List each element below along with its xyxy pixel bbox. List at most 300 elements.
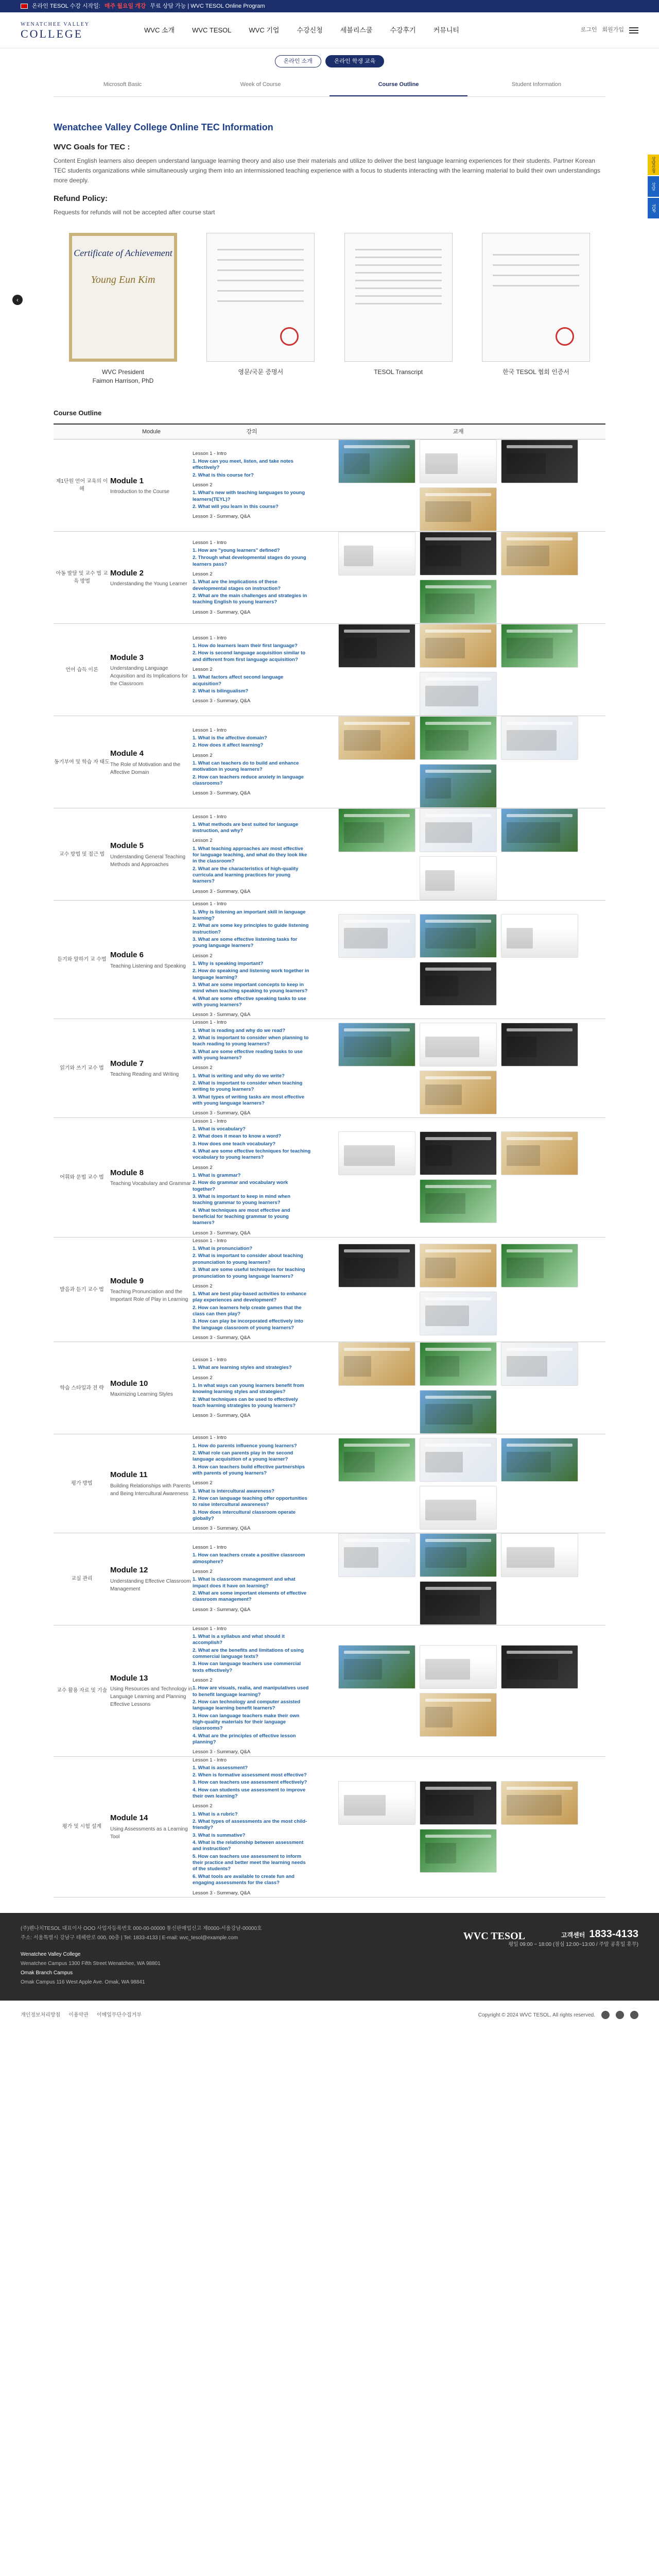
slide-title-bar	[507, 630, 573, 633]
slide-content-block	[425, 1500, 476, 1520]
module-korean-title: 제1단원 언어 교육의 이해	[54, 439, 110, 532]
email-policy-link[interactable]: 이메일무단수집거부	[96, 2012, 142, 2018]
module-name: Module 1	[110, 476, 144, 485]
menu-icon[interactable]	[629, 27, 638, 33]
slide-title-bar	[425, 1249, 491, 1252]
consult-button[interactable]: 상담신청	[648, 155, 659, 175]
slide-thumbnail	[338, 624, 415, 668]
goals-heading: WVC Goals for TEC :	[54, 142, 130, 151]
lesson-question: 1. How do learners learn their first language?	[193, 643, 298, 649]
lesson-question: 2. How do speaking and listening work together in language learning?	[193, 968, 309, 980]
slide-title-bar	[344, 1787, 410, 1790]
certificate-card	[201, 233, 320, 387]
lesson-label: Lesson 1 - Intro	[193, 1118, 227, 1124]
top-button[interactable]: TOP	[648, 198, 659, 218]
certificate-caption: 한국 TESOL 협회 인증서	[502, 368, 570, 376]
slide-title-bar	[425, 1492, 491, 1495]
lesson-label: Lesson 2	[193, 482, 213, 488]
slide-thumbnail	[338, 1023, 415, 1066]
lesson-label: Lesson 2	[193, 1677, 213, 1683]
tab-student-info[interactable]: Student Information	[511, 81, 561, 88]
seal-icon	[280, 327, 299, 346]
table-header-row	[54, 424, 605, 439]
nav-item-enroll[interactable]: 수강신청	[297, 26, 323, 34]
slide-content-block	[344, 1795, 386, 1816]
header-lessons: 강의	[193, 424, 311, 439]
slide-thumbnail	[420, 1781, 497, 1825]
lesson-label: Lesson 2	[193, 1065, 213, 1071]
slide-thumbnail	[420, 672, 497, 716]
slide-content-block	[425, 1037, 479, 1057]
college-logo[interactable]	[21, 21, 113, 40]
doc-line	[493, 285, 579, 286]
slide-thumbnail	[338, 532, 415, 575]
main-content	[16, 97, 605, 1897]
slide-content-block	[425, 1193, 465, 1214]
materials-cell	[311, 1533, 605, 1625]
slide-content-block	[425, 638, 465, 658]
slide-content-block	[425, 1306, 469, 1326]
lesson-label: Lesson 2	[193, 838, 213, 844]
lesson-question: 1. What is assessment?	[193, 1765, 248, 1771]
lesson-label: Lesson 3 - Summary, Q&A	[193, 1526, 251, 1532]
lesson-question: 1. What are best play-based activities to enhance play experiences and development?	[193, 1291, 307, 1303]
slide-title-bar	[344, 1028, 410, 1031]
lesson-question: 1. What factors affect second language acquisition?	[193, 674, 284, 687]
lesson-question: 1. What are learning styles and strategies?	[193, 1365, 292, 1371]
slide-title-bar	[507, 1539, 573, 1542]
lesson-question: 3. How can play be incorporated effectively into the language classroom of young learners?	[193, 1318, 303, 1331]
module-row	[54, 1019, 605, 1117]
module-row	[54, 1434, 605, 1533]
privacy-link[interactable]: 개인정보처리방침	[21, 2012, 61, 2018]
module-subtitle: Introduction to the Course	[110, 489, 170, 495]
slide-content-block	[507, 1795, 562, 1816]
slide-thumbnail	[420, 764, 497, 808]
slide-thumbnail	[420, 1645, 497, 1689]
module-subtitle: Teaching Listening and Speaking	[110, 963, 186, 969]
slide-title-bar	[507, 537, 573, 540]
slide-thumbnails	[311, 532, 605, 623]
doc-line	[355, 264, 442, 266]
module-korean-title: 교실 관리	[54, 1533, 110, 1625]
lesson-question: 2. What is important to consider when planning to teach reading to young learners?	[193, 1035, 309, 1047]
slide-title-bar	[425, 493, 491, 496]
slide-thumbnails	[311, 439, 605, 531]
slide-title-bar	[425, 1297, 491, 1300]
doc-line	[355, 280, 442, 281]
lesson-label: Lesson 3 - Summary, Q&A	[193, 1890, 251, 1896]
lessons-cell	[193, 1434, 311, 1533]
doc-line	[217, 249, 304, 250]
module-korean-title: 동기부여 및 학습 자 태도	[54, 716, 110, 808]
lesson-label: Lesson 1 - Intro	[193, 901, 227, 907]
nav-item-reviews[interactable]: 수강후기	[390, 26, 416, 34]
module-subtitle: Using Assessments as a Learning Tool	[110, 1826, 188, 1840]
module-name: Module 7	[110, 1059, 144, 1068]
slide-title-bar	[507, 814, 573, 817]
slide-content-block	[425, 686, 478, 706]
lesson-question: 3. How can language teachers make their own high-quality materials for their language classrooms?	[193, 1713, 300, 1732]
slide-content-block	[344, 638, 377, 658]
lesson-label: Lesson 2	[193, 752, 213, 758]
slide-content-block	[507, 1547, 554, 1568]
lesson-question: 2. What does it mean to know a word?	[193, 1133, 282, 1140]
lessons-cell	[193, 808, 311, 901]
slide-title-bar	[507, 1028, 573, 1031]
slide-content-block	[344, 1547, 378, 1568]
lesson-question: 1. In what ways can young learners benefit from knowing learning styles and strategies?	[193, 1383, 304, 1395]
lesson-question: 2. What is important to consider when teaching writing to young learners?	[193, 1080, 303, 1093]
lesson-question: 2. What are some important elements of effective classroom management?	[193, 1590, 307, 1603]
slide-thumbnails	[311, 1131, 605, 1223]
lessons-cell	[193, 716, 311, 808]
kakao-button[interactable]: 상담	[648, 176, 659, 197]
slide-content-block	[507, 638, 553, 658]
slide-thumbnail	[420, 1693, 497, 1737]
lessons-cell	[193, 624, 311, 716]
slide-title-bar	[425, 1396, 491, 1399]
slide-title-bar	[425, 1137, 491, 1140]
certificate-image	[69, 233, 177, 362]
slide-thumbnail	[338, 1131, 415, 1175]
lesson-question: 1. How can you meet, listen, and take notes effectively?	[193, 459, 293, 471]
slide-title-bar	[507, 1137, 573, 1140]
slide-thumbnail	[338, 1533, 415, 1577]
slide-thumbnail	[420, 1023, 497, 1066]
nav-item-tesol[interactable]: WVC TESOL	[192, 26, 232, 34]
footer-line: Wenatchee Valley College	[21, 1951, 81, 1957]
materials-cell	[311, 439, 605, 532]
materials-cell	[311, 1237, 605, 1342]
doc-line	[355, 257, 442, 258]
lesson-label: Lesson 2	[193, 1283, 213, 1289]
lesson-label: Lesson 2	[193, 1164, 213, 1171]
module-row	[54, 1756, 605, 1897]
module-name: Module 11	[110, 1470, 148, 1480]
login-link[interactable]: 로그인	[580, 27, 597, 33]
slide-content-block	[344, 928, 388, 948]
lesson-question: 2. How is second language acquisition similar to and different from first language acquisition?	[193, 650, 306, 663]
nav-item-community[interactable]: 커뮤니티	[433, 26, 459, 34]
slide-thumbnail	[420, 1486, 497, 1530]
module-korean-title: 발음과 듣기 교수 법	[54, 1237, 110, 1342]
module-korean-title: 학습 스타일과 전 략	[54, 1342, 110, 1434]
slide-thumbnail	[338, 1342, 415, 1386]
lesson-label: Lesson 1 - Intro	[193, 1625, 227, 1632]
lessons-cell	[193, 1019, 311, 1117]
module-subtitle: Maximizing Learning Styles	[110, 1392, 173, 1398]
signup-link[interactable]: 회원가입	[602, 27, 624, 33]
certificate-caption	[93, 368, 154, 385]
slide-thumbnails	[311, 716, 605, 808]
slide-thumbnail	[501, 1645, 578, 1689]
module-row	[54, 1533, 605, 1625]
module-name: Module 12	[110, 1566, 148, 1575]
lessons-cell	[193, 1533, 311, 1625]
lesson-question: 3. What are some important concepts to keep in mind when teaching speaking to young learners?	[193, 981, 308, 994]
header-module: Module	[110, 424, 193, 439]
doc-line	[493, 264, 579, 266]
doc-line	[217, 300, 304, 302]
slide-title-bar	[425, 1348, 491, 1351]
module-korean-title: 교수 방법 및 접근 법	[54, 808, 110, 901]
certificate-card	[339, 233, 458, 387]
slide-thumbnails	[311, 1342, 605, 1434]
slide-title-bar	[425, 920, 491, 923]
certificate-caption: 영문/국문 증명서	[238, 368, 284, 376]
slide-thumbnail	[501, 1342, 578, 1386]
slide-thumbnail	[420, 1131, 497, 1175]
outline-title: Course Outline	[54, 409, 102, 417]
slide-content-block	[425, 870, 455, 891]
lesson-label: Lesson 1 - Intro	[193, 1020, 227, 1026]
slide-title-bar	[344, 537, 410, 540]
flag-icon	[21, 4, 28, 9]
certificate-card	[64, 233, 182, 387]
lesson-question: 1. What can teachers do to build and enhance motivation in young learners?	[193, 760, 299, 773]
lessons-cell	[193, 1625, 311, 1756]
lesson-label: Lesson 3 - Summary, Q&A	[193, 1749, 251, 1755]
lesson-question: 2. When is formative assessment most effective?	[193, 1772, 307, 1778]
slide-title-bar	[425, 630, 491, 633]
module-name: Module 4	[110, 749, 144, 758]
lesson-question: 1. What methods are best suited for language instruction, and why?	[193, 821, 299, 834]
top-announcement-bar	[0, 0, 659, 12]
slide-title-bar	[425, 1185, 491, 1188]
slide-content-block	[507, 822, 560, 843]
online-intro-button[interactable]: 온라인 소개	[275, 55, 321, 68]
lessons-cell	[193, 1342, 311, 1434]
slide-thumbnail	[420, 856, 497, 900]
module-subtitle: Using Resources and Technology in Language Learning and Planning Effective Lessons	[110, 1686, 193, 1708]
slide-thumbnail	[501, 1781, 578, 1825]
slide-content-block	[344, 1037, 391, 1057]
lesson-question: 1. What are the implications of these developmental stages on instruction?	[193, 579, 281, 591]
certificate-heading: Certificate of Achievement	[74, 248, 172, 259]
doc-line	[217, 269, 304, 271]
module-cell	[110, 624, 193, 716]
doc-line	[217, 280, 304, 281]
lesson-label: Lesson 1 - Intro	[193, 1357, 227, 1363]
module-korean-title: 언어 습득 이론	[54, 624, 110, 716]
slide-title-bar	[425, 1076, 491, 1079]
doc-line	[355, 295, 442, 297]
doc-line	[355, 303, 442, 304]
tab-week[interactable]: Week of Course	[240, 81, 281, 88]
lesson-label: Lesson 3 - Summary, Q&A	[193, 1335, 251, 1341]
footer-line: Omak Campus 116 West Apple Ave. Omak, WA 98841	[21, 1979, 145, 1985]
slide-thumbnails	[311, 1645, 605, 1737]
slide-thumbnail	[420, 808, 497, 852]
lessons-cell	[193, 1117, 311, 1237]
slide-thumbnail	[501, 1023, 578, 1066]
lesson-question: 3. What types of writing tasks are most effective with young language learners?	[193, 1094, 304, 1107]
blog-icon[interactable]	[601, 2011, 610, 2019]
slide-content-block	[344, 822, 384, 843]
lesson-label: Lesson 3 - Summary, Q&A	[193, 1110, 251, 1116]
module-row	[54, 1625, 605, 1756]
nav-item-school[interactable]: 세블리스쿨	[340, 26, 373, 34]
lesson-question: 3. What is important to keep in mind when teaching grammar to young learners?	[193, 1193, 291, 1206]
module-name: Module 9	[110, 1276, 144, 1285]
materials-cell	[311, 1342, 605, 1434]
slide-content-block	[425, 778, 451, 799]
slide-content-block	[344, 1258, 398, 1278]
lesson-question: 1. What is pronunciation?	[193, 1246, 253, 1252]
lesson-label: Lesson 1 - Intro	[193, 450, 227, 456]
page-title: Wenatchee Valley College Online TEC Information	[54, 122, 273, 132]
lesson-question: 1. What's new with teaching languages to young learners(TEYL)?	[193, 490, 305, 502]
doc-line	[355, 287, 442, 289]
goals-text: Content English learners also deepen understand language learning theory and also use their materials and utilize to deliver the best language learning experiences for their students. Partner Korean TEC students organizations while simultaneously urging them into an intermissioned teaching experience with a focus to students interacting with the learning material to build their own understandings more deeply.	[54, 157, 600, 184]
slide-content-block	[507, 1037, 536, 1057]
module-name: Module 10	[110, 1379, 148, 1388]
module-row	[54, 1117, 605, 1237]
lessons-cell	[193, 1756, 311, 1897]
online-student-button[interactable]: 온라인 학생 교육	[325, 55, 385, 68]
lesson-question: 2. What types of assessments are the most child-friendly?	[193, 1819, 307, 1831]
materials-cell	[311, 1117, 605, 1237]
module-subtitle: Understanding the Young Learner	[110, 581, 187, 587]
slide-title-bar	[425, 677, 491, 681]
module-cell	[110, 1434, 193, 1533]
lesson-question: 3. What is summative?	[193, 1832, 246, 1838]
tab-course-outline[interactable]: Course Outline	[330, 74, 467, 96]
header-materials: 교재	[311, 424, 605, 439]
footer-phone[interactable]	[561, 1926, 638, 1942]
slide-thumbnail	[420, 1244, 497, 1287]
slide-thumbnails	[311, 914, 605, 1006]
slide-title-bar	[507, 1787, 573, 1790]
module-korean-title: 평가 방법	[54, 1434, 110, 1533]
slide-content-block	[425, 1843, 456, 1863]
slide-title-bar	[344, 814, 410, 817]
slide-thumbnail	[501, 532, 578, 575]
doc-line	[493, 254, 579, 256]
lesson-label: Lesson 2	[193, 667, 213, 673]
lessons-cell	[193, 901, 311, 1019]
logo-big-text: COLLEGE	[21, 27, 83, 40]
slide-title-bar	[425, 1699, 491, 1702]
slide-title-bar	[344, 445, 410, 448]
slide-content-block	[507, 453, 546, 474]
lesson-label: Lesson 2	[193, 1569, 213, 1575]
instagram-icon[interactable]	[616, 2011, 624, 2019]
slide-title-bar	[425, 862, 491, 865]
slide-content-block	[425, 822, 472, 843]
lesson-label: Lesson 2	[193, 953, 213, 959]
slide-thumbnail	[501, 1438, 578, 1482]
module-row	[54, 624, 605, 716]
slide-title-bar	[425, 445, 491, 448]
lessons-cell	[193, 1237, 311, 1342]
slide-thumbnail	[420, 1390, 497, 1434]
module-row	[54, 532, 605, 624]
lesson-question: 1. What is reading and why do we read?	[193, 1027, 286, 1033]
module-name: Module 14	[110, 1814, 148, 1823]
lesson-question: 4. What is the relationship between assessment and instruction?	[193, 1840, 304, 1852]
cert-caption-line2: Faimon Harrison, PhD	[92, 377, 154, 385]
carousel-prev-icon[interactable]: ‹	[12, 295, 23, 305]
slide-thumbnails	[311, 808, 605, 900]
certificate-card	[477, 233, 595, 387]
slide-content-block	[425, 1084, 462, 1105]
nav-item-about[interactable]: WVC 소개	[144, 26, 175, 34]
lesson-question: 3. What are some effective listening tasks for young language learners?	[193, 936, 298, 949]
module-row	[54, 439, 605, 532]
module-cell	[110, 1117, 193, 1237]
slide-thumbnails	[311, 624, 605, 716]
lesson-question: 1. What is the affective domain?	[193, 735, 267, 741]
slide-title-bar	[425, 968, 491, 971]
module-korean-title: 교수 활용 자료 및 기술	[54, 1625, 110, 1756]
lesson-label: Lesson 2	[193, 1803, 213, 1809]
doc-line	[355, 272, 442, 274]
youtube-icon[interactable]	[630, 2011, 638, 2019]
lesson-question: 4. What are some effective speaking tasks to use with young learners?	[193, 995, 306, 1008]
slide-title-bar	[344, 1444, 410, 1447]
slide-title-bar	[425, 814, 491, 817]
slide-title-bar	[425, 1651, 491, 1654]
phone-label: 고객센터	[561, 1931, 585, 1939]
lesson-question: 2. What are some key principles to guide listening instruction?	[193, 923, 309, 935]
slide-content-block	[425, 1145, 452, 1166]
lesson-question: 2. Through what developmental stages do young learners pass?	[193, 555, 306, 567]
main-nav	[144, 25, 459, 36]
slide-title-bar	[425, 585, 491, 588]
slide-thumbnail	[338, 1244, 415, 1287]
slide-thumbnail	[420, 439, 497, 483]
lesson-question: 1. How do parents influence young learners?	[193, 1443, 297, 1449]
slide-content-block	[507, 1659, 558, 1680]
slide-title-bar	[344, 920, 410, 923]
terms-link[interactable]: 이용약관	[68, 2012, 89, 2018]
header-korean-col	[54, 424, 110, 439]
footer-line: 주소: 서울특별시 강남구 테헤란로 000, 00층 | Tel: 1833-4133 | E-mail: wvc_tesol@example.com	[21, 1935, 238, 1941]
refund-text: Requests for refunds will not be accepted after course start	[54, 209, 215, 216]
sub-footer	[0, 2001, 659, 2029]
lessons-cell	[193, 439, 311, 532]
slide-content-block	[425, 1707, 453, 1727]
lesson-question: 1. How are "young learners" defined?	[193, 547, 280, 553]
slide-title-bar	[425, 1587, 491, 1590]
tab-basic[interactable]: Microsoft Basic	[103, 81, 142, 88]
lesson-question: 2. How can learners help create games that the class can then play?	[193, 1304, 302, 1317]
lesson-label: Lesson 1 - Intro	[193, 1757, 227, 1763]
lesson-label: Lesson 2	[193, 1480, 213, 1486]
lesson-question: 3. How does one teach vocabulary?	[193, 1141, 276, 1147]
lesson-question: 1. What is a syllabus and what should it accomplish?	[193, 1633, 285, 1646]
slide-content-block	[425, 1795, 474, 1816]
slide-title-bar	[344, 1651, 410, 1654]
slide-title-bar	[425, 1444, 491, 1447]
module-subtitle: Teaching Reading and Writing	[110, 1072, 179, 1078]
slide-thumbnail	[420, 1071, 497, 1114]
phone-number: 1833-4133	[589, 1928, 638, 1940]
certificate-caption: TESOL Transcript	[374, 368, 423, 376]
nav-item-corporate[interactable]: WVC 기업	[249, 26, 280, 34]
slide-content-block	[425, 501, 471, 522]
lesson-question: 2. How do grammar and vocabulary work together?	[193, 1180, 288, 1192]
lesson-question: 3. What are some effective reading tasks to use with young learners?	[193, 1048, 303, 1061]
slide-title-bar	[344, 1137, 410, 1140]
materials-cell	[311, 716, 605, 808]
slide-thumbnail	[501, 1533, 578, 1577]
slide-content-block	[507, 546, 549, 566]
slide-thumbnail	[501, 439, 578, 483]
seal-icon	[556, 327, 574, 346]
